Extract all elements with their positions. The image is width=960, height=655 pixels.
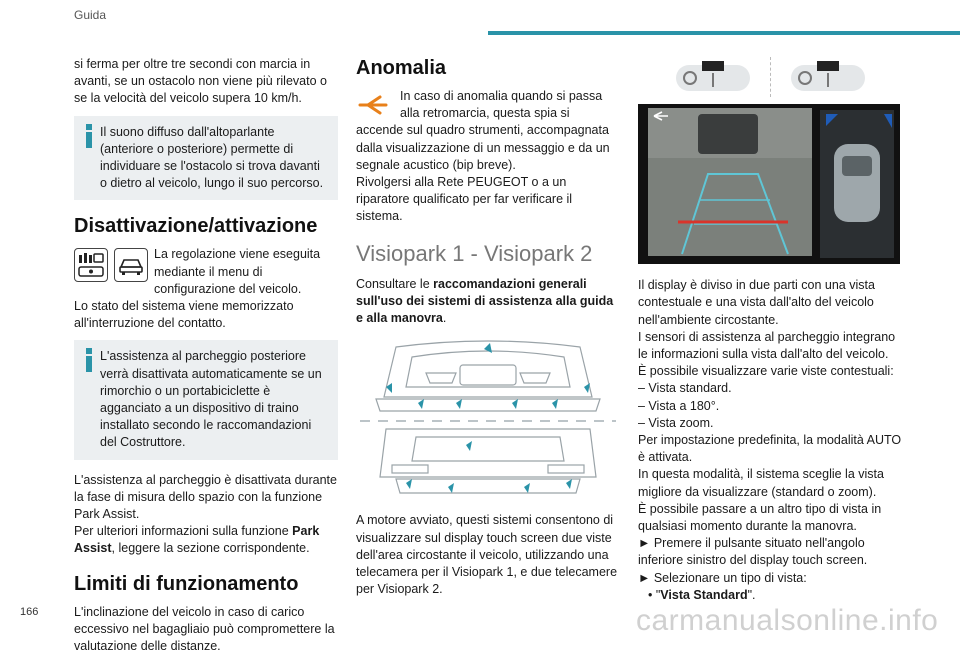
paragraph: Il display è diviso in due parti con una vista contestuale e una vista dall'alto del veicolo nell'ambiente circostante. [638,278,875,327]
bold-text: Park Assist [74,524,320,556]
header-accent-bar [488,31,960,35]
paragraph: Lo stato del sistema viene memorizzato all'interruzione del contatto. [74,299,294,331]
column-left [74,56,338,655]
column-right [638,56,902,604]
column-middle [356,56,620,598]
text-span: • " [648,587,661,602]
watermark: carmanualsonline.info [636,604,939,637]
paragraph: Per impostazione predefinita, la modalità AUTO è attivata. [638,433,902,465]
park-sensor-settings-icon [74,248,108,282]
text-span: . [442,311,447,326]
text-span: Per ulteriori informazioni sulla funzione [74,524,293,539]
paragraph: L'inclinazione del veicolo in caso di carico eccessivo nel bagagliaio può compromettere la valutazione delle distanze. [74,604,335,654]
bold-text: raccomandazioni generali sull'uso dei sistemi di assistenza alla guida e alla manovra [356,276,614,326]
section-heading-anomalia: Anomalia [356,57,447,79]
text-span: , leggere la sezione corrispondente. [111,541,310,556]
paragraph: si ferma per oltre tre secondi con marcia in avanti, se un ostacolo non viene più rilevato o se la velocità del veicolo supera 10 km/h. [74,57,327,106]
front-camera-icon [674,59,752,95]
paragraph: È possibile passare a un altro tipo di vista in qualsiasi momento durante la manovra. [638,501,882,534]
car-settings-icon [114,248,148,282]
text-span: ". [747,587,756,602]
paragraph: I sensori di assistenza al parcheggio integrano le informazioni sulla vista dall'alto del veicolo. [638,329,896,362]
list-item: – Vista a 180°. [638,398,720,413]
bold-text: Vista Standard [660,587,748,602]
page-number: 166 [20,606,39,618]
paragraph: Rivolgersi alla Rete PEUGEOT o a un riparatore qualificato per far verificare il sistema. [356,175,573,224]
header-title: Guida [74,8,107,22]
paragraph: L'assistenza al parcheggio è disattivata durante la fase di misura dello spazio con la funzione Park Assist. [74,472,337,522]
text-span: Consultare le [356,276,434,291]
bullet-item [638,587,902,604]
paragraph: In questa modalità, il sistema sceglie la vista migliore da visualizzare (standard o zoom). [638,467,884,499]
info-icon [84,348,94,374]
paragraph [74,523,338,557]
info-box [74,116,338,201]
paragraph: La regolazione viene eseguita mediante il menu di configurazione del veicolo. [154,247,321,296]
section-heading-visiopark: Visiopark 1 - Visiopark 2 [356,240,593,266]
separator [770,57,771,97]
paragraph [356,276,620,328]
parking-fault-warning-icon [356,90,392,120]
camera-display-screenshot [638,104,902,269]
info-icon [84,124,94,150]
info-box [74,340,338,459]
vehicle-camera-diagram [356,337,620,502]
instruction: ► Premere il pulsante situato nell'angolo inferiore sinistro del display touch screen. [638,536,868,568]
rear-camera-icon [789,59,867,95]
section-heading-limiti: Limiti di funzionamento [74,572,299,595]
paragraph: In caso di anomalia quando si passa alla retromarcia, questa spia si accende sul quadro strumenti, accompagnata dalla visualizzazione di un messaggio e da un segnale acustico (bip breve). [356,89,610,172]
list-item: – Vista standard. [638,381,732,396]
instruction: ► Selezionare un tipo di vista: [638,570,807,585]
paragraph: A motore avviato, questi sistemi consentono di visualizzare sul display touch screen due viste dell'area circostante il veicolo, utilizzando una telecamera per il Visiopark 1, e due telecamere per Visiopark 2. [356,513,618,597]
list-item: – Vista zoom. [638,415,714,430]
info-text: L'assistenza al parcheggio posteriore verrà disattivata automaticamente se un rimorchio o un portabiciclette è agganciato a un dispositivo di traino installato secondo le raccomandazioni del Costruttore. [100,349,322,450]
camera-mode-icons [638,56,902,98]
info-text: Il suono diffuso dall'altoparlante (anteriore o posteriore) permette di individuare se l'ostacolo si trova davanti o dietro al veicolo, lungo il suo percorso. [100,124,324,191]
paragraph: È possibile visualizzare varie viste contestuali: [638,364,894,379]
section-heading-disattivazione: Disattivazione/attivazione [74,215,318,238]
